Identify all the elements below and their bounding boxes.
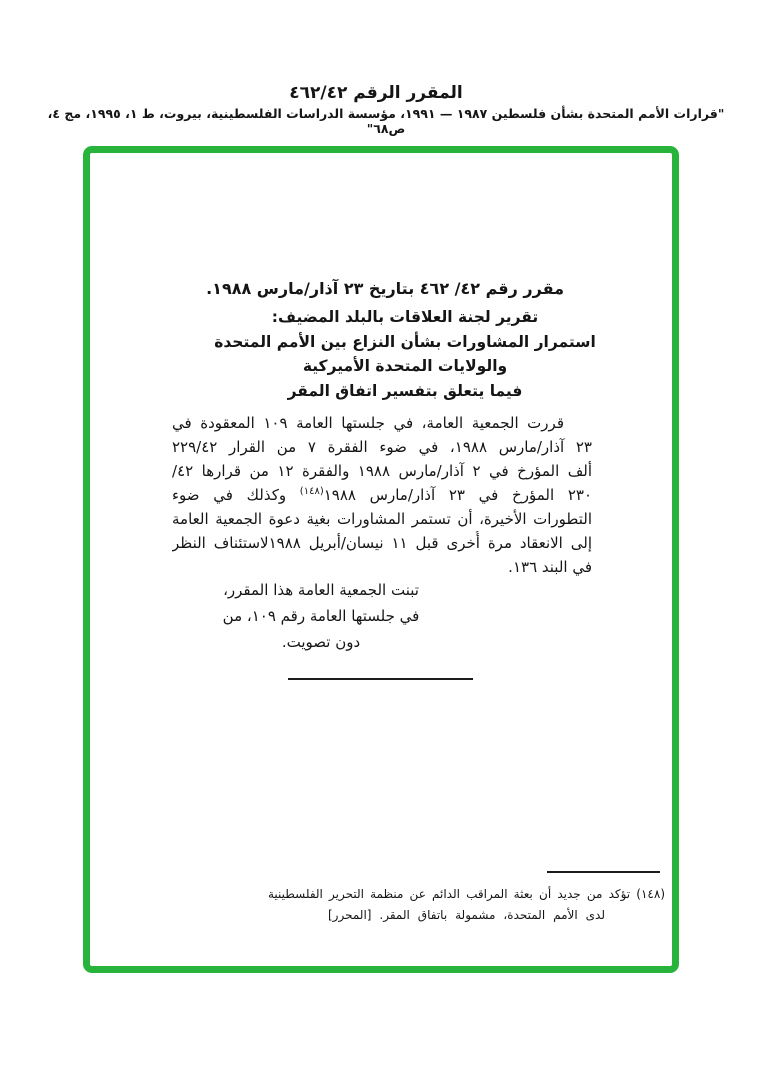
adoption-note-line: دون تصويت. xyxy=(281,633,361,651)
body-line: قررت الجمعية العامة، في جلستها العامة ١٠٩ المعقودة في xyxy=(172,414,564,432)
source-citation: "قرارات الأمم المتحدة بشأن فلسطين ١٩٨٧ — ١٩٩١، مؤسسة الدراسات الفلسطينية، بيروت، ط ١، ١٩٩٥، مج ٤، ص٦٨" xyxy=(47,106,725,136)
footnote-line: (١٤٨) تؤكد من جديد أن بعثة المراقب الدائم عن منظمة التحرير الفلسطينية xyxy=(268,887,665,901)
footnote xyxy=(268,884,665,926)
subtitle-line: فيما يتعلق بتفسير اتفاق المقر xyxy=(287,381,523,400)
body-line: في البند ١٣٦. xyxy=(508,558,592,576)
body-line: التطورات الأخيرة، أن تستمر المشاورات بغية دعوة الجمعية العامة xyxy=(172,510,592,528)
adoption-note-line: في جلستها العامة رقم ١٠٩، من xyxy=(222,607,420,625)
body-line-text: وكذلك في ضوء xyxy=(172,486,287,504)
decision-heading: مقرر رقم ٤٢/ ٤٦٢ بتاريخ ٢٣ آذار/مارس ١٩٨٨. xyxy=(206,279,564,298)
section-divider xyxy=(288,678,473,680)
footnote-marker: (١٤٨) xyxy=(299,486,324,497)
body-line-text: ٢٣٠ المؤرخ في ٢٣ آذار/مارس ١٩٨٨ xyxy=(323,486,592,504)
subtitle-line: استمرار المشاورات بشأن النزاع بين الأمم المتحدة xyxy=(214,332,596,351)
adoption-note-line: تبنت الجمعية العامة هذا المقرر، xyxy=(223,581,419,599)
decision-subtitle-block xyxy=(195,305,615,403)
subtitle-line: والولايات المتحدة الأميركية xyxy=(302,357,508,375)
subtitle-line: تقرير لجنة العلاقات بالبلد المضيف: xyxy=(271,308,539,326)
body-paragraph xyxy=(172,411,592,579)
footnote-line: لدى الأمم المتحدة، مشمولة باتفاق المقر. [المحرر] xyxy=(328,908,605,922)
body-line: ألف المؤرخ في ٢ آذار/مارس ١٩٨٨ والفقرة ١٢ من قرارها ٤٢/ xyxy=(172,462,592,480)
footnote-rule xyxy=(547,871,660,873)
page-title: المقرر الرقم ٤٦٢/٤٢ xyxy=(289,83,463,103)
body-line xyxy=(172,483,592,507)
adoption-note xyxy=(191,577,451,655)
body-line: ٢٣ آذار/مارس ١٩٨٨، في ضوء الفقرة ٧ من القرار ٢٢٩/٤٢ xyxy=(172,438,592,456)
body-line: إلى الانعقاد مرة أُخرى قبل ١١ نيسان/أبريل ١٩٨٨لاستئناف النظر xyxy=(172,534,592,552)
